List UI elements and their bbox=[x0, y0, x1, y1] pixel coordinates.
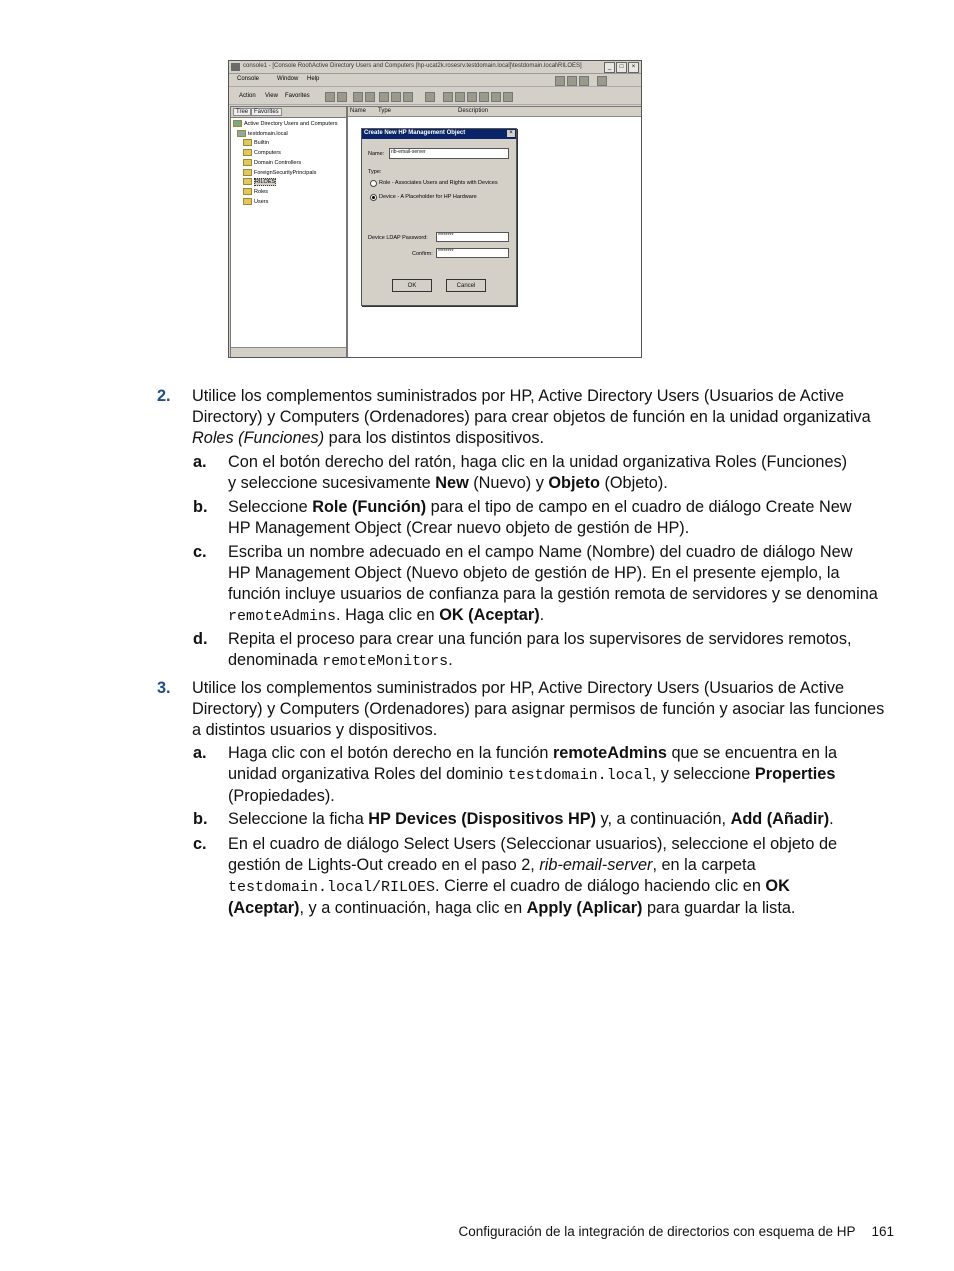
tree-item-roles[interactable]: Roles bbox=[233, 188, 338, 198]
step-2b-label: b. bbox=[193, 498, 208, 516]
close-button[interactable]: × bbox=[628, 62, 639, 73]
refresh-icon[interactable] bbox=[403, 92, 413, 102]
console-icon bbox=[231, 63, 240, 71]
step-3c-label: c. bbox=[193, 835, 207, 853]
step-2-text bbox=[192, 386, 912, 449]
step-2-line-2: Directory) y Computers (Ordenadores) para crear objetos de función en la unidad organizativa bbox=[192, 408, 871, 426]
type-label: Type: bbox=[368, 169, 382, 175]
step-2c-label: c. bbox=[193, 543, 207, 561]
tree-view bbox=[233, 120, 338, 207]
toolbar bbox=[229, 88, 641, 105]
tree-item-domain-controllers[interactable]: Domain Controllers bbox=[233, 159, 338, 169]
menu-console[interactable]: Console bbox=[237, 76, 260, 82]
tree-item-domain[interactable]: testdomain.local bbox=[233, 130, 338, 140]
window-titlebar bbox=[229, 61, 641, 74]
new-group-icon[interactable] bbox=[455, 92, 465, 102]
name-field[interactable]: rib-email-server bbox=[389, 148, 509, 159]
step-2-line-1: Utilice los complementos suministrados por HP, Active Directory Users (Usuarios de Active bbox=[192, 387, 845, 405]
step-3b-text bbox=[228, 809, 918, 830]
step-2c-line-2: HP Management Object (Nuevo objeto de gestión de HP). En el presente ejemplo, la bbox=[228, 564, 840, 582]
ok-button[interactable]: OK bbox=[392, 279, 432, 292]
step-3b-label: b. bbox=[193, 810, 208, 828]
tab-tree[interactable]: Tree bbox=[233, 108, 251, 116]
step-3-line-1: Utilice los complementos suministrados por HP, Active Directory Users (Usuarios de Active bbox=[192, 679, 845, 697]
delete-icon[interactable] bbox=[379, 92, 389, 102]
menu-bar bbox=[229, 74, 641, 87]
step-2b-line-2: HP Management Object (Crear nuevo objeto de gestión de HP). bbox=[228, 519, 690, 537]
save-icon[interactable] bbox=[579, 76, 589, 86]
tab-favorites[interactable]: Favorites bbox=[251, 108, 282, 116]
properties-icon[interactable] bbox=[391, 92, 401, 102]
view-menu[interactable]: View bbox=[265, 93, 278, 99]
step-2-line-3: Roles (Funciones) para los distintos dispositivos. bbox=[192, 429, 545, 447]
step-3-line-3: a distintos usuarios y dispositivos. bbox=[192, 721, 438, 739]
step-2c-line-4: remoteAdmins. Haga clic en OK (Aceptar). bbox=[228, 606, 545, 625]
window-title: console1 - [Console Root\Active Directory Users and Computers [hp-ucat2k.rosesrv.testdomain.local]\testdomain.local\RILOES] bbox=[243, 63, 582, 69]
menu-window[interactable]: Window bbox=[277, 76, 299, 82]
folder-icon bbox=[243, 188, 252, 195]
back-icon[interactable] bbox=[325, 92, 335, 102]
tree-item-fsp[interactable]: ForeignSecurityPrincipals bbox=[233, 169, 338, 179]
step-2d-line-2: denominada remoteMonitors. bbox=[228, 651, 453, 670]
folder-icon bbox=[243, 169, 252, 176]
new-user-icon[interactable] bbox=[443, 92, 453, 102]
action-menu[interactable]: Action bbox=[239, 93, 256, 99]
confirm-label: Confirm: bbox=[412, 251, 433, 257]
tree-item-riloes[interactable]: RILOES bbox=[233, 178, 338, 188]
folder-icon bbox=[243, 159, 252, 166]
favorites-menu[interactable]: Favorites bbox=[285, 93, 310, 99]
screenshot-figure bbox=[228, 60, 642, 358]
step-3c-text bbox=[228, 834, 918, 919]
window-icon[interactable] bbox=[597, 76, 607, 86]
step-3a-line-1: Haga clic con el botón derecho en la función remoteAdmins que se encuentra en la bbox=[228, 744, 838, 762]
help-icon[interactable] bbox=[425, 92, 435, 102]
forward-icon[interactable] bbox=[337, 92, 347, 102]
step-2a-line-1: Con el botón derecho del ratón, haga clic en la unidad organizativa Roles (Funciones) bbox=[228, 453, 848, 471]
column-name[interactable]: Name bbox=[350, 108, 367, 114]
folder-icon bbox=[243, 198, 252, 205]
tree-item-aduc[interactable]: Active Directory Users and Computers bbox=[233, 120, 338, 130]
new-ou-icon[interactable] bbox=[467, 92, 477, 102]
new-icon[interactable] bbox=[555, 76, 565, 86]
folder-icon bbox=[243, 139, 252, 146]
tree-item-builtin[interactable]: Builtin bbox=[233, 139, 338, 149]
step-3-number: 3. bbox=[157, 679, 171, 697]
confirm-field[interactable]: ******** bbox=[436, 248, 509, 258]
tree-pane bbox=[230, 106, 347, 358]
menu-help[interactable]: Help bbox=[307, 76, 320, 82]
minimize-button[interactable]: _ bbox=[604, 62, 615, 73]
maximize-button[interactable]: □ bbox=[616, 62, 627, 73]
column-description[interactable]: Description bbox=[458, 108, 489, 114]
open-icon[interactable] bbox=[567, 76, 577, 86]
step-3c-line-2: gestión de Lights-Out creado en el paso 2, rib-email-server, en la carpeta bbox=[228, 856, 756, 874]
step-2a-text bbox=[228, 452, 918, 494]
step-3c-line-3: testdomain.local/RILOES. Cierre el cuadro de diálogo haciendo clic en OK bbox=[228, 877, 790, 896]
horizontal-scrollbar[interactable] bbox=[231, 347, 346, 357]
step-3a-text bbox=[228, 743, 918, 807]
step-2b-text bbox=[228, 497, 918, 539]
step-2a-line-2: y seleccione sucesivamente New (Nuevo) y Objeto (Objeto). bbox=[228, 474, 668, 492]
cancel-button[interactable]: Cancel bbox=[446, 279, 486, 292]
step-2c-line-1: Escriba un nombre adecuado en el campo Name (Nombre) del cuadro de diálogo New bbox=[228, 543, 853, 561]
step-2-number: 2. bbox=[157, 387, 171, 405]
role-option-label: Role - Associates Users and Rights with Devices bbox=[379, 180, 498, 186]
step-2d-line-1: Repita el proceso para crear una función para los supervisores de servidores remotos, bbox=[228, 630, 852, 648]
step-3-line-2: Directory) y Computers (Ordenadores) para asignar permisos de función y asociar las funciones bbox=[192, 700, 885, 718]
device-radio[interactable] bbox=[370, 194, 377, 201]
step-2a-label: a. bbox=[193, 453, 207, 471]
folder-icon bbox=[243, 178, 252, 185]
up-icon[interactable] bbox=[353, 92, 363, 102]
dialog-title: Create New HP Management Object bbox=[364, 130, 466, 136]
device-option-label: Device - A Placeholder for HP Hardware bbox=[379, 194, 477, 200]
step-3b-line-1: Seleccione la ficha HP Devices (Dispositivos HP) y, a continuación, Add (Añadir). bbox=[228, 810, 834, 828]
page-number: 161 bbox=[871, 1224, 894, 1239]
page-footer bbox=[458, 1224, 894, 1239]
name-label: Name: bbox=[368, 151, 385, 157]
step-3a-line-2: unidad organizativa Roles del dominio testdomain.local, y seleccione Properties bbox=[228, 765, 836, 784]
dialog-titlebar bbox=[362, 129, 516, 139]
step-3a-line-3: (Propiedades). bbox=[228, 787, 335, 805]
step-2c-line-3: función incluye usuarios de confianza para la gestión remota de servidores y se denomina bbox=[228, 585, 878, 603]
password-label: Device LDAP Password: bbox=[368, 235, 428, 241]
step-2d-label: d. bbox=[193, 630, 208, 648]
step-3c-line-4: (Aceptar), y a continuación, haga clic en Apply (Aplicar) para guardar la lista. bbox=[228, 899, 796, 917]
password-field[interactable]: ******** bbox=[436, 232, 509, 242]
step-2c-text bbox=[228, 542, 918, 627]
step-3a-label: a. bbox=[193, 744, 207, 762]
footer-title: Configuración de la integración de directorios con esquema de HP bbox=[458, 1224, 856, 1239]
find-icon[interactable] bbox=[491, 92, 501, 102]
folder-icon bbox=[243, 149, 252, 156]
column-type[interactable]: Type bbox=[378, 108, 392, 114]
step-3c-line-1: En el cuadro de diálogo Select Users (Seleccionar usuarios), seleccione el objeto de bbox=[228, 835, 838, 853]
step-2d-text bbox=[228, 629, 918, 672]
tree-item-computers[interactable]: Computers bbox=[233, 149, 338, 159]
dialog-close-button[interactable]: × bbox=[507, 130, 515, 137]
step-3-text bbox=[192, 678, 912, 741]
tree-item-users[interactable]: Users bbox=[233, 198, 338, 208]
hp-object-icon[interactable] bbox=[503, 92, 513, 102]
show-tree-icon[interactable] bbox=[365, 92, 375, 102]
step-2b-line-1: Seleccione Role (Función) para el tipo de campo en el cuadro de diálogo Create New bbox=[228, 498, 852, 516]
filter-icon[interactable] bbox=[479, 92, 489, 102]
role-radio[interactable] bbox=[370, 180, 377, 187]
create-hp-object-dialog bbox=[361, 128, 517, 306]
